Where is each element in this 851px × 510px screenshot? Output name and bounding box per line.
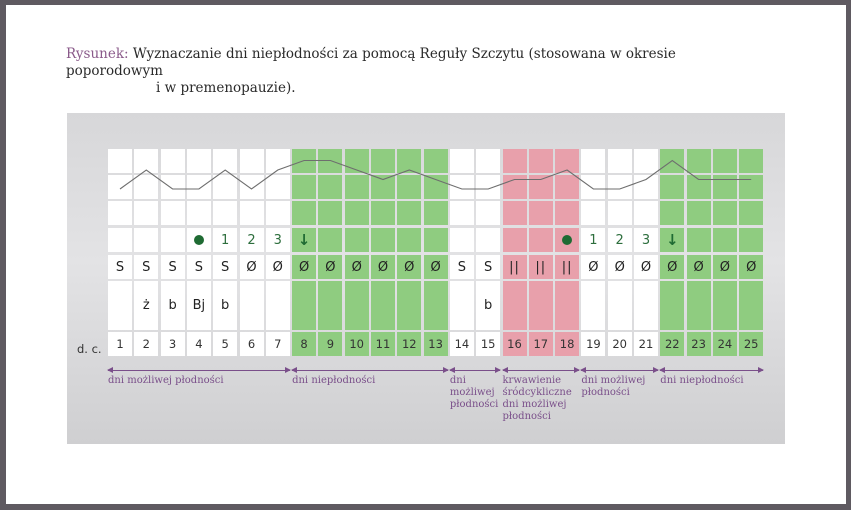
phase-label-line: dni niepłodności: [292, 375, 376, 386]
phase-range-arrow: [450, 370, 500, 371]
peak-count-cell: 1: [213, 228, 237, 252]
phase-label-line: dni możliwej: [581, 375, 646, 386]
sensation-note-cell: [108, 281, 132, 330]
infertile-start-arrow-icon: ↓: [666, 231, 679, 249]
sensation-note-cell: Bj: [187, 281, 211, 330]
cycle-day-number: 9: [318, 332, 342, 356]
cycle-day-number: 22: [660, 332, 684, 356]
mucus-observation-cell: Ø: [240, 255, 264, 279]
sensation-note-cell: [240, 281, 264, 330]
phase-label: [292, 375, 375, 387]
cycle-day-number: 7: [266, 332, 290, 356]
sensation-note-cell: [634, 281, 658, 330]
phase-label-line: dni możliwej: [502, 399, 567, 410]
sensation-note-cell: b: [161, 281, 185, 330]
mucus-observation-cell: Ø: [739, 255, 763, 279]
cycle-day-number: 25: [739, 332, 763, 356]
peak-count-cell: 2: [608, 228, 632, 252]
mucus-observation-cell: Ø: [371, 255, 395, 279]
sensation-note-cell: [739, 281, 763, 330]
mucus-observation-cell: S: [213, 255, 237, 279]
peak-day-dot-icon: [194, 235, 204, 245]
mucus-observation-cell: Ø: [318, 255, 342, 279]
cycle-day-label: d. c.: [77, 342, 102, 356]
phase-label-line: dni niepłodności: [660, 375, 744, 386]
phase-label: [503, 375, 572, 423]
caption-line-1: Wyznaczanie dni niepłodności za pomocą Reguły Szczytu (stosowana w okresie poporodowym: [66, 46, 676, 79]
sensation-note-cell: [555, 281, 579, 330]
mucus-observation-cell: Ø: [345, 255, 369, 279]
phase-label-line: krwawienie: [502, 375, 562, 386]
phase-range-arrow: [292, 370, 448, 371]
cycle-chart-panel: [67, 113, 785, 444]
mucus-observation-cell: Ø: [713, 255, 737, 279]
sensation-note-cell: [318, 281, 342, 330]
cycle-day-number: 18: [555, 332, 579, 356]
phase-label: [581, 375, 645, 399]
sensation-note-cell: [503, 281, 527, 330]
sensation-note-cell: [608, 281, 632, 330]
infertile-start-arrow-icon: ↓: [297, 231, 311, 249]
peak-count-cell: 1: [581, 228, 605, 252]
cycle-day-number: 21: [634, 332, 658, 356]
sensation-note-cell: b: [213, 281, 237, 330]
phase-range-arrow: [660, 370, 763, 371]
cycle-day-number: 3: [161, 332, 185, 356]
figure-caption: [66, 46, 756, 97]
cycle-day-number: 11: [371, 332, 395, 356]
phase-label: [660, 375, 743, 387]
caption-line-2: i w premenopauzie).: [156, 80, 296, 96]
cycle-day-number: 19: [581, 332, 605, 356]
sensation-note-cell: [529, 281, 553, 330]
cycle-day-number: 24: [713, 332, 737, 356]
cycle-day-number: 8: [292, 332, 316, 356]
peak-count-cell: 3: [634, 228, 658, 252]
mucus-observation-cell: ||: [555, 255, 579, 279]
sensation-note-cell: ż: [134, 281, 158, 330]
cycle-day-number: 13: [424, 332, 448, 356]
phase-label-line: dni możliwej płodności: [108, 375, 224, 386]
cycle-day-number: 16: [503, 332, 527, 356]
figure-page: [6, 5, 846, 504]
temperature-curve: [67, 113, 785, 233]
sensation-note-cell: [687, 281, 711, 330]
cycle-day-number: 14: [450, 332, 474, 356]
mucus-observation-cell: Ø: [424, 255, 448, 279]
peak-count-cell: 2: [240, 228, 264, 252]
cycle-day-number: 10: [345, 332, 369, 356]
mucus-observation-cell: Ø: [397, 255, 421, 279]
phase-label-line: płodności: [449, 399, 499, 410]
sensation-note-cell: [424, 281, 448, 330]
mucus-observation-cell: Ø: [266, 255, 290, 279]
cycle-day-number: 23: [687, 332, 711, 356]
sensation-note-cell: [266, 281, 290, 330]
phase-range-arrow: [503, 370, 580, 371]
sensation-note-cell: [713, 281, 737, 330]
cycle-day-number: 17: [529, 332, 553, 356]
phase-label: [108, 375, 224, 387]
phase-label-line: płodności: [502, 411, 551, 422]
cycle-day-number: 1: [108, 332, 132, 356]
cycle-day-number: 12: [397, 332, 421, 356]
cycle-day-number: 4: [187, 332, 211, 356]
mucus-observation-cell: S: [161, 255, 185, 279]
peak-count-cell: 3: [266, 228, 290, 252]
mucus-observation-cell: S: [134, 255, 158, 279]
phase-label: [450, 375, 498, 411]
phase-range-arrow: [108, 370, 290, 371]
sensation-note-cell: [292, 281, 316, 330]
phase-label-line: możliwej: [449, 387, 495, 398]
temperature-line: [120, 161, 751, 190]
mucus-observation-cell: S: [450, 255, 474, 279]
mucus-observation-cell: Ø: [292, 255, 316, 279]
sensation-note-cell: [581, 281, 605, 330]
mucus-observation-cell: S: [187, 255, 211, 279]
sensation-note-cell: [345, 281, 369, 330]
mucus-observation-cell: Ø: [687, 255, 711, 279]
mucus-observation-cell: Ø: [581, 255, 605, 279]
cycle-day-number: 6: [240, 332, 264, 356]
mucus-observation-cell: ||: [503, 255, 527, 279]
sensation-note-cell: [397, 281, 421, 330]
phase-range-arrow: [581, 370, 658, 371]
mucus-observation-cell: ||: [529, 255, 553, 279]
cycle-day-number: 20: [608, 332, 632, 356]
sensation-note-cell: b: [476, 281, 500, 330]
sensation-note-cell: [371, 281, 395, 330]
mucus-observation-cell: Ø: [660, 255, 684, 279]
cycle-day-number: 15: [476, 332, 500, 356]
cycle-day-number: 5: [213, 332, 237, 356]
mucus-observation-cell: Ø: [608, 255, 632, 279]
sensation-note-cell: [450, 281, 474, 330]
mucus-observation-cell: S: [108, 255, 132, 279]
mucus-observation-cell: Ø: [634, 255, 658, 279]
peak-day-dot-icon: [562, 235, 572, 245]
phase-label-line: śródcykliczne: [502, 387, 572, 398]
phase-label-line: dni: [449, 375, 466, 386]
phase-label-line: płodności: [581, 387, 630, 398]
sensation-note-cell: [660, 281, 684, 330]
cycle-day-number: 2: [134, 332, 158, 356]
caption-label: Rysunek:: [66, 46, 129, 62]
mucus-observation-cell: S: [476, 255, 500, 279]
